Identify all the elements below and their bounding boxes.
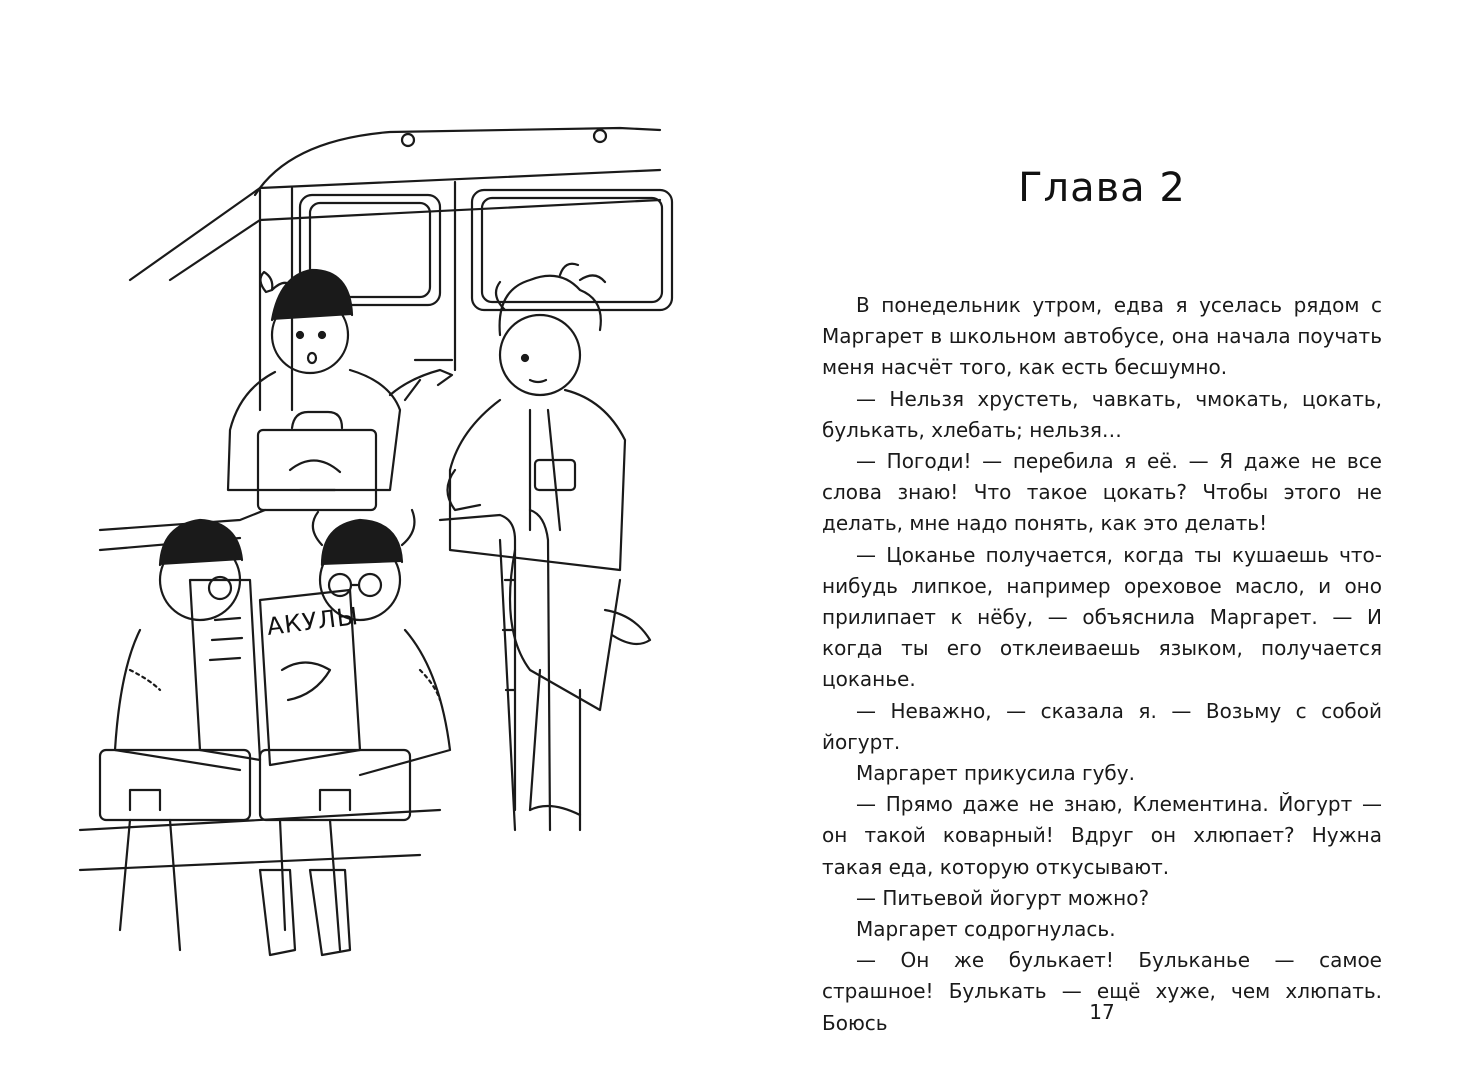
paragraph: — Прямо даже не знаю, Клементина. Йогурт — он такой коварный! Вдруг он хлюпает? Нужна такая еда, которую откусывают. <box>822 792 1382 879</box>
book-cover-title: АКУЛЫ <box>265 601 361 641</box>
text-page <box>822 0 1382 1080</box>
chapter-body <box>822 290 1382 1039</box>
lap-lunchbox <box>260 750 410 820</box>
page-number: 17 <box>1089 1000 1115 1024</box>
curly-girl-skirt <box>510 550 620 710</box>
children-legs <box>120 820 340 950</box>
chapter-title: Глава 2 <box>1018 165 1186 211</box>
bus-illustration <box>60 110 700 960</box>
paragraph: — Он же булькает! Бульканье — самое страшное! Булькать — ещё хуже, чем хлюпать. Боюсь <box>822 948 1382 1035</box>
ceiling-light-icon <box>402 134 414 146</box>
seat-back <box>440 515 515 810</box>
paragraph: — Нельзя хрустеть, чавкать, чмокать, цокать, булькать, хлебать; нельзя… <box>822 386 1382 442</box>
paragraph: — Погоди! — перебила я её. — Я даже не все слова знаю! Что такое цокать? Чтобы этого не делать, мне надо понять, как это делать! <box>822 449 1382 536</box>
glasses-icon <box>359 574 381 596</box>
bus-roof-rail <box>130 170 660 280</box>
paragraph: В понедельник утром, едва я уселась рядом с Маргарет в школьном автобусе, она начала поучать меня насчёт того, как есть бесшумно. <box>822 293 1382 380</box>
paragraph: — Цоканье получается, когда ты кушаешь что-нибудь липкое, например ореховое масло, и оно прилипает к нёбу, — объяснила Маргарет. — И когда ты его отклеиваешь языком, получается цоканье. <box>822 542 1382 692</box>
lunchbox <box>258 430 376 510</box>
curly-girl-head <box>500 315 580 395</box>
paragraph: Маргарет прикусила губу. <box>856 761 1135 786</box>
twin-girl-sweater <box>360 630 450 775</box>
open-book-left-page <box>190 580 260 760</box>
pencil-icon <box>530 806 580 815</box>
paragraph: — Неважно, — сказала я. — Возьму с собой йогурт. <box>822 698 1382 754</box>
paragraph: Маргарет содрогнулась. <box>856 917 1116 942</box>
book-text-lines <box>210 618 242 660</box>
hair-bow-icon <box>260 272 272 292</box>
ceiling-light-icon <box>594 130 606 142</box>
paragraph: — Питьевой йогурт можно? <box>856 885 1150 910</box>
shark-drawing <box>282 663 330 701</box>
